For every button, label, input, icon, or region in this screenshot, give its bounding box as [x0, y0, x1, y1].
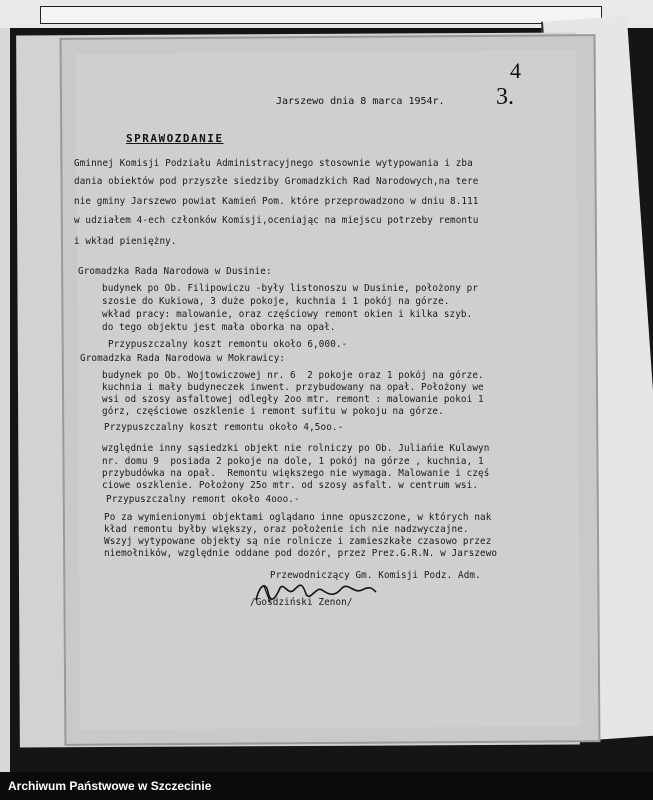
section-line: ciowe oszklenie. Położony 25o mtr. od szosy asfalt. w centrum wsi.: [102, 480, 479, 491]
section-line: względnie inny sąsiedzki objekt nie rolniczy po Ob. Juliańie Kulawyn: [102, 443, 490, 454]
page-number-marks: [498, 58, 521, 110]
archive-name: Archiwum Państwowe w Szczecinie: [8, 779, 212, 793]
page-mark-bottom: 3.: [496, 84, 514, 110]
section-line: górz, częściowe oszklenie i remont sufitu w pokoju na górze.: [102, 406, 444, 417]
closing-line: niemołników, względnie oddane pod dozór, przez Prez.G.R.N. w Jarszewo: [104, 548, 498, 559]
signature-title: Przewodniczący Gm. Komisji Podz. Adm.: [270, 570, 481, 581]
section-line: budynek po Ob. Wojtowiczowej nr. 6 2 pokoje oraz 1 pokój na górze.: [102, 370, 484, 381]
cost-line: Przypuszczalny koszt remontu około 6,000.-: [108, 339, 348, 350]
document-title: SPRAWOZDANIE: [126, 132, 224, 145]
section-heading: Gromadzka Rada Narodowa w Dusinie:: [78, 266, 272, 277]
section-line: budynek po Ob. Filipowiczu -były listonoszu w Dusinie, położony pr: [102, 283, 479, 294]
date-line: Jarszewo dnia 8 marca 1954r.: [276, 96, 445, 107]
section-line: wsi od szosy asfaltowej odległy 2oo mtr. remont : malowanie pokoi 1: [102, 394, 484, 405]
intro-line: w udziałem 4-ech członków Komisji,oceniając na miejscu potrzeby remontu: [74, 215, 479, 226]
section-line: szosie do Kukiowa, 3 duże pokoje, kuchnia i 1 pokój na górze.: [102, 296, 450, 307]
cost-line: Przypuszczalny remont około 4ooo.-: [106, 494, 300, 505]
section-heading: Gromadzka Rada Narodowa w Mokrawicy:: [80, 353, 286, 364]
closing-line: Po za wymienionymi objektami oglądano inne opuszczone, w których nak: [104, 512, 492, 523]
intro-line: nie gminy Jarszewo powiat Kamień Pom. które przeprowadzono w dniu 8.111: [74, 196, 479, 207]
closing-line: kład remontu byłby większy, oraz położenie ich nie nadzwyczajne.: [104, 524, 469, 535]
section-line: do tego objektu jest mała oborka na opał.: [102, 322, 336, 333]
page-mark-top: 4: [510, 58, 521, 83]
section-line: kuchnia i mały budyneczek inwent. przybudowany na opał. Położony we: [102, 382, 484, 393]
section-line: nr. domu 9 posiada 2 pokoje na dole, 1 pokój na górze , kuchnia, 1: [102, 456, 484, 467]
intro-line: Gminnej Komisji Podziału Administracyjnego stosownie wytypowania i zba: [74, 158, 473, 169]
left-margin-strip: [0, 28, 10, 772]
closing-line: Wszyj wytypowane objekty są nie rolnicze i zamieszkałe czasowo przez: [104, 536, 492, 547]
intro-line: i wkład pieniężny.: [74, 236, 177, 247]
archive-footer: [0, 772, 653, 800]
section-line: przybudówka na opał. Remontu większego nie wymaga. Malowanie i częś: [102, 468, 490, 479]
cost-line: Przypuszczalny koszt remontu około 4,5oo.-: [104, 422, 344, 433]
signature-name: /Gosdziński Zenon/: [250, 597, 353, 608]
section-line: wkład pracy: malowanie, oraz częściowy remont okien i kilka szyb.: [102, 309, 473, 320]
film-edge-strip: [40, 6, 602, 24]
intro-line: dania obiektów pod przyszłe siedziby Gromadzkich Rad Narodowych,na tere: [74, 176, 479, 187]
